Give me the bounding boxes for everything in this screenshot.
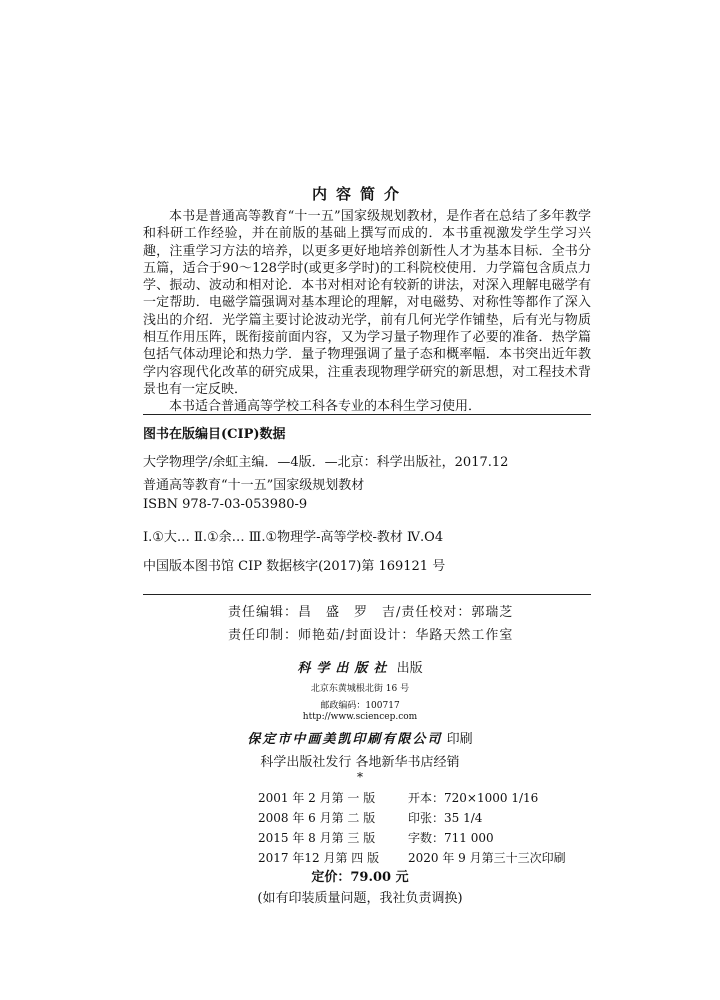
responsibility-editors: 责任编辑：昌 盛 罗 吉/责任校对：郭瑞芝 bbox=[228, 605, 514, 620]
distribution-line: 科学出版社发行 各地新华书店经销 bbox=[260, 755, 460, 770]
divider-top bbox=[143, 414, 591, 415]
edition-date: 2001 年 2 月第 一 版 bbox=[258, 791, 376, 805]
edition-row bbox=[258, 849, 566, 866]
publisher-url: http://www.sciencep.com bbox=[302, 712, 418, 722]
edition-info: 字数：711 000 bbox=[408, 831, 494, 845]
edition-info: 印张：35 1/4 bbox=[408, 811, 483, 825]
publisher-suffix: 出版 bbox=[392, 661, 423, 676]
cip-line-title: 大学物理学/余虹主编．—4版．—北京：科学出版社，2017.12 bbox=[143, 455, 509, 470]
edition-info: 2020 年 9 月第三十三次印刷 bbox=[408, 851, 566, 865]
intro-body bbox=[143, 208, 591, 416]
printer-logotype: 保定市中画美凯印刷有限公司 bbox=[247, 732, 443, 747]
edition-date: 2017 年12 月第 四 版 bbox=[258, 851, 380, 865]
cip-line-classification: Ⅰ.①大… Ⅱ.①余… Ⅲ.①物理学-高等学校-教材 Ⅳ.O4 bbox=[143, 530, 444, 545]
intro-paragraph-2: 本书适合普通高等学校工科各专业的本科生学习使用． bbox=[169, 399, 482, 415]
publisher-zip: 邮政编码：100717 bbox=[320, 701, 400, 711]
edition-row bbox=[258, 829, 494, 846]
publisher-name bbox=[0, 657, 720, 676]
cip-line-isbn: ISBN 978-7-03-053980-9 bbox=[143, 497, 308, 512]
quality-notice: (如有印装质量问题，我社负责调换) bbox=[257, 891, 463, 906]
intro-paragraph-1: 本书是普通高等教育“十一五”国家级规划教材，是作者在总结了多年教学和科研工作经验，并在前版的基础上撰写而成的．本书重视激发学生学习兴趣，注重学习方法的培养，以更多更好地培养创新性人才为基本目标．全书分五篇，适合于90～128学时(或更多学时)的工科院校使用．力学篇包含质点力学、振动、波动和相对论．本书对相对论有较新的讲法，对深入理解电磁学有一定帮助．电磁学篇强调对基本理论的理解，对电磁势、对称性等都作了深入浅出的介绍．光学篇主要讨论波动光学，前有几何光学作铺垫，后有光与物质相互作用压阵，既衔接前面内容，又为学习量子物理作了必要的准备．热学篇包括气体动理论和热力学．量子物理强调了量子态和概率幅．本书突出近年教学内容现代化改革的研究成果，注重表现物理学研究的新思想，对工程技术背景也有一定反映． bbox=[143, 209, 591, 397]
publisher-logotype: 科学出版社 bbox=[297, 661, 393, 676]
separator-asterisk: * bbox=[357, 770, 363, 784]
edition-row bbox=[258, 789, 538, 806]
cip-line-series: 普通高等教育“十一五”国家级规划教材 bbox=[143, 478, 365, 493]
edition-info: 开本：720×1000 1/16 bbox=[408, 791, 539, 805]
divider-bottom bbox=[143, 594, 591, 595]
edition-row bbox=[258, 809, 482, 826]
edition-date: 2015 年 8 月第 三 版 bbox=[258, 831, 376, 845]
cip-line-record-number: 中国版本图书馆 CIP 数据核字(2017)第 169121 号 bbox=[143, 559, 446, 574]
cip-heading: 图书在版编目(CIP)数据 bbox=[143, 427, 286, 442]
price: 定价：79.00 元 bbox=[311, 870, 409, 885]
printer-name bbox=[0, 728, 720, 747]
printer-suffix: 印刷 bbox=[442, 732, 473, 747]
intro-title: 内容简介 bbox=[311, 185, 408, 203]
edition-date: 2008 年 6 月第 二 版 bbox=[258, 811, 376, 825]
publisher-address: 北京东黄城根北街 16 号 bbox=[310, 684, 410, 694]
responsibility-printing: 责任印制：师艳茹/封面设计：华路天然工作室 bbox=[228, 628, 514, 643]
